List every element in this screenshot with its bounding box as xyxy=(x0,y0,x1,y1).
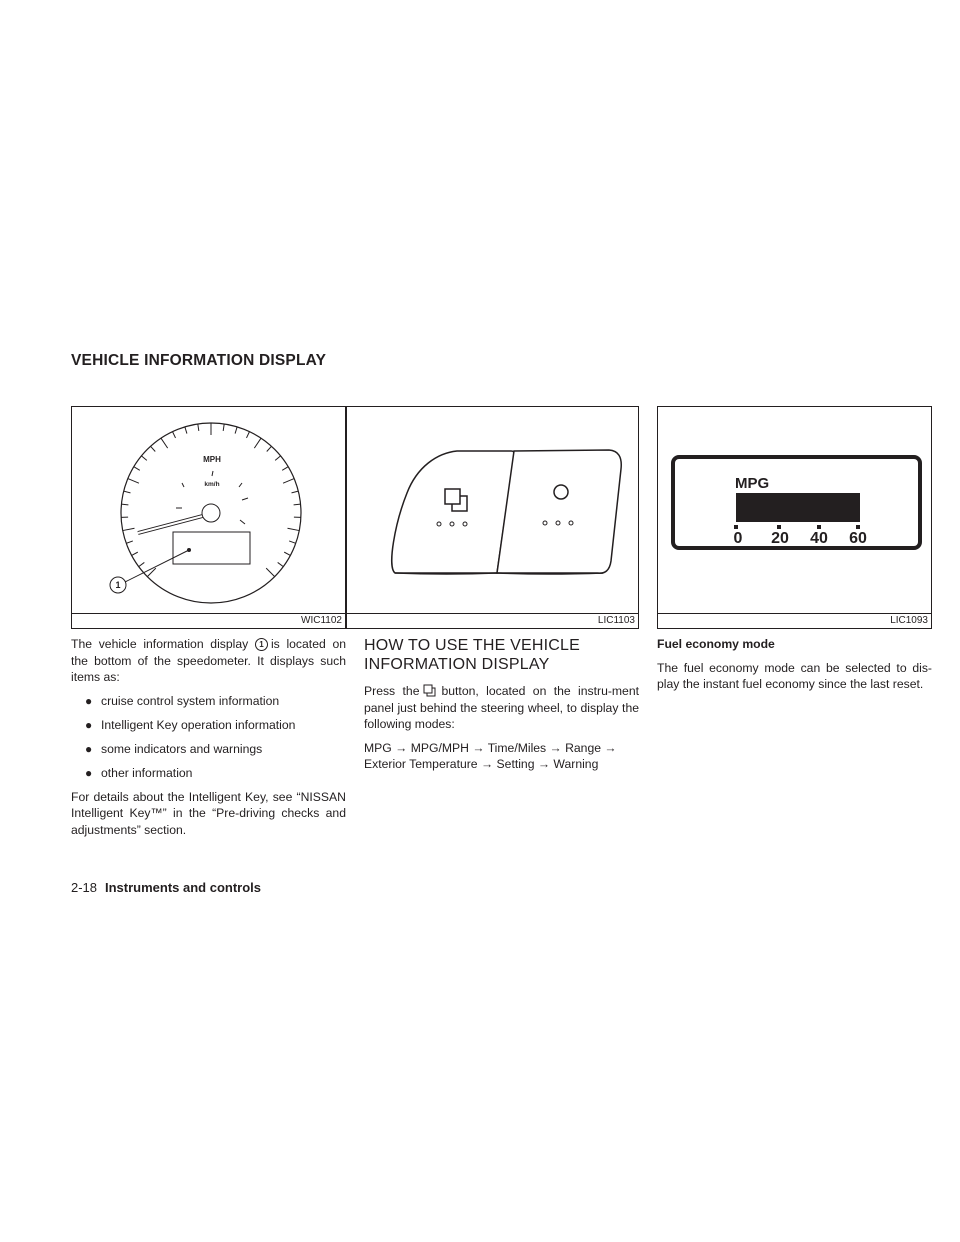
mpg-figure xyxy=(657,406,932,629)
section-title: VEHICLE INFORMATION DISPLAY xyxy=(71,352,327,369)
speedometer-tick xyxy=(161,438,168,448)
speedometer-tick xyxy=(151,446,156,451)
speedometer-tick xyxy=(147,568,155,576)
mph-label: MPH xyxy=(203,455,221,464)
speedometer-tick xyxy=(275,456,280,460)
speedometer-tick xyxy=(288,528,300,530)
footer-section-title: Instruments and controls xyxy=(105,880,262,895)
speedometer-tick xyxy=(121,504,128,505)
speedometer-tick xyxy=(289,541,296,543)
column-2 xyxy=(364,636,639,780)
press-text-after: button, located on the instru-ment panel just behind the steering wheel, to display the following modes: xyxy=(364,684,640,731)
list-item: ● some indicators and warnings xyxy=(85,741,263,756)
figure-rule xyxy=(72,613,345,614)
speedometer-tick xyxy=(134,467,140,471)
intro-text-after: is located on the bottom of the speedometer. It displays such items as: xyxy=(71,637,346,684)
mpg-bar xyxy=(736,493,860,522)
speedometer-tick xyxy=(254,438,261,448)
speedometer-tick xyxy=(173,432,176,438)
bullet-icon: ● xyxy=(85,765,93,780)
speedometer-tick xyxy=(278,562,284,566)
tick-40: 40 xyxy=(810,530,828,547)
speedometer-tick xyxy=(185,427,187,434)
speedometer-tick xyxy=(266,568,274,576)
column-1 xyxy=(71,636,346,845)
kmh-label: km/h xyxy=(204,481,220,488)
page-number: 2-18 xyxy=(71,880,98,895)
speedometer-tick xyxy=(235,427,237,434)
button-panel-illustration xyxy=(347,407,638,613)
speedometer-tick xyxy=(126,541,133,543)
intro-paragraph xyxy=(71,636,346,686)
list-item: ● other information xyxy=(85,765,193,780)
speedometer-tick xyxy=(292,491,299,493)
speedometer-tick xyxy=(123,528,135,530)
modes-paragraph: MPG → MPG/MPH → Time/Miles → Range → Exterior Temperature → Setting → Warning xyxy=(364,740,617,771)
callout-1-icon: 1 xyxy=(255,638,268,651)
mpg-display-title: MPG xyxy=(735,475,770,492)
details-paragraph: For details about the Intelligent Key, see “NISSAN Intelligent Key™” in the “Pre-driving checks and adjustments” section. xyxy=(71,789,346,837)
display-button-icon xyxy=(423,684,437,697)
speedometer-tick xyxy=(132,552,138,555)
tick-20: 20 xyxy=(771,530,789,547)
speedometer-tick xyxy=(282,467,288,471)
figure-rule xyxy=(347,613,638,614)
mpg-display-illustration xyxy=(658,407,931,613)
speedometer-tick xyxy=(246,432,249,438)
speedometer-figure xyxy=(71,406,346,629)
press-text-before: Press the xyxy=(364,684,420,698)
speedometer-illustration xyxy=(72,407,345,613)
speedometer-tick xyxy=(198,424,199,431)
tick-60: 60 xyxy=(849,530,867,547)
speedometer-tick xyxy=(139,562,145,566)
bullet-icon: ● xyxy=(85,717,93,732)
fuel-economy-paragraph: The fuel economy mode can be selected to dis-play the instant fuel economy since the last reset. xyxy=(657,660,932,691)
speedometer-tick xyxy=(267,446,272,451)
intro-text-before: The vehicle information display xyxy=(71,637,249,651)
press-paragraph xyxy=(364,683,639,733)
speedometer-tick xyxy=(124,491,131,493)
buttons-figure xyxy=(346,406,639,629)
figure-rule xyxy=(658,613,931,614)
how-to-heading: HOW TO USE THE VEHICLE INFORMATION DISPLAY xyxy=(364,637,581,673)
fuel-economy-heading: Fuel economy mode xyxy=(657,637,775,651)
tick-0: 0 xyxy=(733,530,743,547)
speedometer-tick xyxy=(141,456,146,460)
speedometer-tick xyxy=(223,424,224,431)
speedometer-tick xyxy=(128,479,139,484)
bullet-icon: ● xyxy=(85,693,93,708)
round-button-icon xyxy=(554,485,568,499)
speedometer-tick xyxy=(294,504,301,505)
figure-code: LIC1103 xyxy=(597,615,635,626)
figure-code: WIC1102 xyxy=(301,615,342,626)
speedometer-tick xyxy=(283,479,294,484)
speedometer-tick xyxy=(284,552,290,555)
list-item: ● Intelligent Key operation information xyxy=(85,717,296,732)
bullet-icon: ● xyxy=(85,741,93,756)
callout-number: 1 xyxy=(115,580,121,590)
column-3 xyxy=(657,636,932,700)
list-item: ● cruise control system information xyxy=(85,693,280,708)
feature-list xyxy=(71,693,346,782)
figure-code: LIC1093 xyxy=(890,615,928,626)
